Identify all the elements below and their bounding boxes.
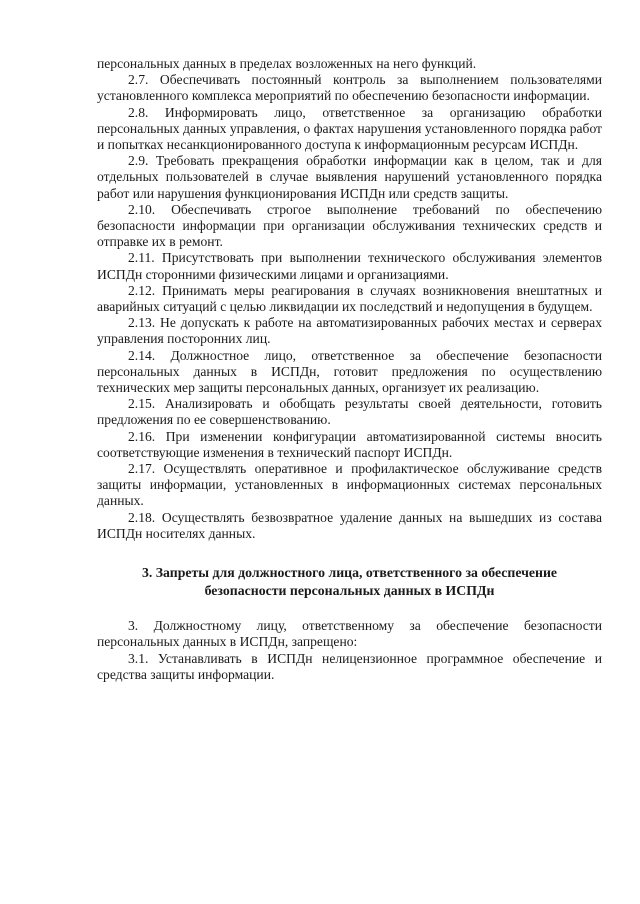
paragraph-2-14: 2.14. Должностное лицо, ответственное за обеспечение безопасности персональных данных в ИСПДн, готовит предложения по осуществлению технических мер защиты персональных данных, организует их реализацию. xyxy=(97,347,602,396)
paragraph-2-17: 2.17. Осуществлять оперативное и профилактическое обслуживание средств защиты информации, установленных в информационных системах персональных данных. xyxy=(97,461,602,509)
paragraph-2-16: 2.16. При изменении конфигурации автоматизированной системы вносить соответствующие изменения в технический паспорт ИСПДн. xyxy=(97,428,602,460)
paragraph-continuation: персональных данных в пределах возложенных на него функций. xyxy=(97,56,477,71)
section-3-heading-line-2: безопасности персональных данных в ИСПДн xyxy=(204,583,495,599)
paragraph-2-10: 2.10. Обеспечивать строгое выполнение требований по обеспечению безопасности информации при организации обслуживания технических средств и отправке их в ремонт. xyxy=(97,201,602,250)
paragraph-2-7: 2.7. Обеспечивать постоянный контроль за выполнением пользователями установленного комплекса мероприятий по обеспечению безопасности информации. xyxy=(97,72,602,104)
paragraph-2-15: 2.15. Анализировать и обобщать результаты своей деятельности, готовить предложения по ее совершенствованию. xyxy=(97,396,602,428)
paragraph-2-8: 2.8. Информировать лицо, ответственное за организацию обработки персональных данных управления, о фактах нарушения установленного порядка работ и попытках несанкционированного доступа к информационным ресурсам ИСПДн. xyxy=(97,104,602,153)
section-3-heading-line-1: 3. Запреты для должностного лица, ответственного за обеспечение xyxy=(141,565,558,581)
paragraph-2-18: 2.18. Осуществлять безвозвратное удаление данных на вышедших из состава ИСПДн носителях данных. xyxy=(97,509,602,541)
section-3-heading xyxy=(97,564,602,600)
paragraph-3: 3. Должностному лицу, ответственному за обеспечение безопасности персональных данных в ИСПДн, запрещено: xyxy=(97,618,602,650)
paragraph-2-9: 2.9. Требовать прекращения обработки информации как в целом, так и для отдельных пользователей в случае выявления нарушений установленного порядка работ или нарушения функционирования ИСПДн или средств защиты. xyxy=(97,153,602,201)
paragraph-2-13: 2.13. Не допускать к работе на автоматизированных рабочих местах и серверах управления посторонних лиц. xyxy=(97,315,602,347)
section-2-continuation xyxy=(97,56,602,542)
section-3-body xyxy=(97,618,602,683)
paragraph-2-11: 2.11. Присутствовать при выполнении технического обслуживания элементов ИСПДн сторонними физическими лицами и организациями. xyxy=(97,250,602,282)
paragraph-3-1: 3.1. Устанавливать в ИСПДн нелицензионное программное обеспечение и средства защиты информации. xyxy=(97,650,602,682)
paragraph-2-12: 2.12. Принимать меры реагирования в случаях возникновения внештатных и аварийных ситуаций с целью ликвидации их последствий и недопущения в будущем. xyxy=(97,282,602,315)
